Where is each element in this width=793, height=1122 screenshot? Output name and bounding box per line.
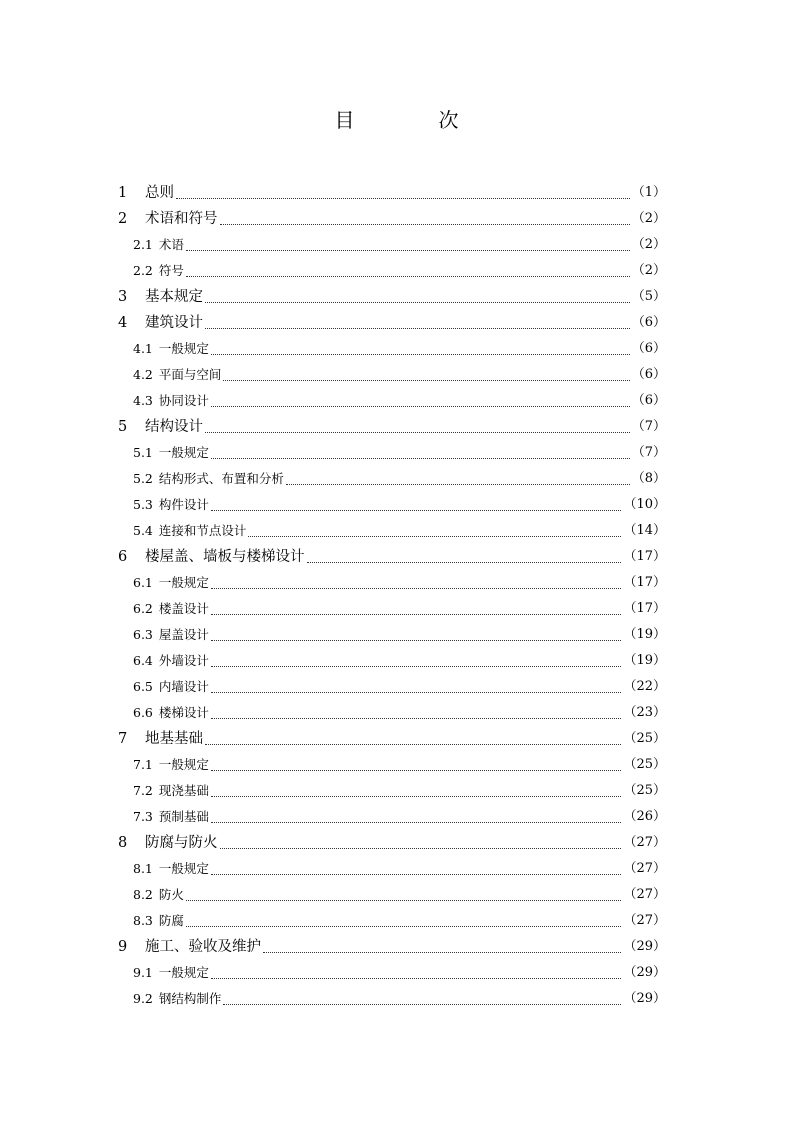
toc-section-entry[interactable] <box>118 440 666 466</box>
toc-entry-number: 8.1 <box>133 861 153 876</box>
toc-entry-title: 楼盖设计 <box>158 601 209 616</box>
toc-entry-number: 2.2 <box>133 263 153 278</box>
toc-dot-leader <box>248 535 621 537</box>
toc-chapter-entry[interactable] <box>118 310 666 336</box>
toc-entry-number: 1 <box>118 185 128 201</box>
toc-section-entry[interactable] <box>118 362 666 388</box>
toc-entry-title: 地基基础 <box>145 731 203 747</box>
toc-dot-leader <box>205 301 630 303</box>
toc-section-entry[interactable] <box>118 986 666 1012</box>
toc-entry-number: 4.1 <box>133 341 153 356</box>
toc-entry-title: 结构形式、布置和分析 <box>158 471 284 486</box>
toc-section-entry[interactable] <box>118 518 666 544</box>
toc-entry-title: 符号 <box>158 263 184 278</box>
toc-entry-number: 7.3 <box>133 809 153 824</box>
toc-entry-title: 楼梯设计 <box>158 705 209 720</box>
toc-entry-title: 外墙设计 <box>158 653 209 668</box>
toc-dot-leader <box>211 509 622 511</box>
toc-page-number: （19） <box>623 653 666 668</box>
toc-dot-leader <box>211 873 622 875</box>
toc-section-entry[interactable] <box>118 752 666 778</box>
toc-page-number: （5） <box>631 289 666 304</box>
toc-section-entry[interactable] <box>118 778 666 804</box>
toc-dot-leader <box>211 353 630 355</box>
toc-page-number: （29） <box>623 939 666 954</box>
toc-entry-number: 5.1 <box>133 445 153 460</box>
toc-entry-number: 2 <box>118 211 128 227</box>
toc-page-number: （27） <box>623 887 666 902</box>
page-title: 目 次 <box>334 108 491 132</box>
toc-entry-title: 协同设计 <box>158 393 209 408</box>
toc-page-number: （10） <box>623 497 666 512</box>
toc-entry-title: 屋盖设计 <box>158 627 209 642</box>
toc-entry-number: 6 <box>118 549 128 565</box>
toc-page-number: （6） <box>631 315 666 330</box>
toc-entry-number: 7 <box>118 731 128 747</box>
toc-entry-number: 6.3 <box>133 627 153 642</box>
toc-entry-title: 一般规定 <box>158 341 209 356</box>
toc-entry-number: 9 <box>118 939 128 955</box>
toc-page-number: （6） <box>631 367 666 382</box>
toc-page-number: （2） <box>631 263 666 278</box>
toc-dot-leader <box>186 925 622 927</box>
toc-page-number: （26） <box>623 809 666 824</box>
toc-entry-number: 5.2 <box>133 471 153 486</box>
toc-page-number: （17） <box>623 575 666 590</box>
toc-page-number: （22） <box>623 679 666 694</box>
toc-section-entry[interactable] <box>118 570 666 596</box>
toc-dot-leader <box>186 249 630 251</box>
toc-chapter-entry[interactable] <box>118 934 666 960</box>
toc-entry-title: 楼屋盖、墙板与楼梯设计 <box>145 549 305 565</box>
toc-entry-title: 防腐 <box>158 913 184 928</box>
toc-section-entry[interactable] <box>118 492 666 518</box>
toc-page-number: （8） <box>631 471 666 486</box>
toc-dot-leader <box>211 795 622 797</box>
toc-page-number: （23） <box>623 705 666 720</box>
toc-page-number: （29） <box>623 965 666 980</box>
toc-section-entry[interactable] <box>118 622 666 648</box>
toc-dot-leader <box>176 197 630 199</box>
toc-entry-title: 防火 <box>158 887 184 902</box>
toc-entry-number: 5 <box>118 419 128 435</box>
toc-entry-title: 结构设计 <box>145 419 203 435</box>
toc-page-number: （17） <box>623 549 666 564</box>
toc-dot-leader <box>220 223 630 225</box>
toc-chapter-entry[interactable] <box>118 830 666 856</box>
toc-section-entry[interactable] <box>118 388 666 414</box>
toc-entry-number: 5.3 <box>133 497 153 512</box>
toc-page-number: （29） <box>623 991 666 1006</box>
toc-page-number: （27） <box>623 913 666 928</box>
toc-dot-leader <box>286 483 630 485</box>
toc-entry-number: 6.4 <box>133 653 153 668</box>
toc-section-entry[interactable] <box>118 466 666 492</box>
toc-chapter-entry[interactable] <box>118 544 666 570</box>
toc-dot-leader <box>223 1003 621 1005</box>
toc-entry-title: 术语和符号 <box>145 211 218 227</box>
toc-page-number: （25） <box>623 731 666 746</box>
toc-entry-number: 6.2 <box>133 601 153 616</box>
toc-section-entry[interactable] <box>118 700 666 726</box>
toc-page-number: （27） <box>623 861 666 876</box>
toc-entry-number: 6.1 <box>133 575 153 590</box>
toc-entry-title: 基本规定 <box>145 289 203 305</box>
toc-section-entry[interactable] <box>118 804 666 830</box>
toc-dot-leader <box>211 639 622 641</box>
toc-chapter-entry[interactable] <box>118 284 666 310</box>
toc-page-number: （6） <box>631 393 666 408</box>
toc-section-entry[interactable] <box>118 908 666 934</box>
toc-dot-leader <box>211 613 622 615</box>
toc-dot-leader <box>211 691 622 693</box>
toc-section-entry[interactable] <box>118 258 666 284</box>
toc-page-number: （25） <box>623 757 666 772</box>
toc-dot-leader <box>220 847 622 849</box>
toc-entry-title: 内墙设计 <box>158 679 209 694</box>
toc-entry-title: 防腐与防火 <box>145 835 218 851</box>
toc-dot-leader <box>211 717 622 719</box>
toc-dot-leader <box>205 327 630 329</box>
toc-page-number: （19） <box>623 627 666 642</box>
toc-page-number: （6） <box>631 341 666 356</box>
toc-dot-leader <box>307 561 622 563</box>
toc-dot-leader <box>211 405 630 407</box>
toc-dot-leader <box>205 431 630 433</box>
toc-entry-title: 构件设计 <box>158 497 209 512</box>
toc-entry-number: 6.6 <box>133 705 153 720</box>
toc-section-entry[interactable] <box>118 674 666 700</box>
toc-dot-leader <box>211 665 622 667</box>
toc-dot-leader <box>205 743 621 745</box>
toc-entry-number: 4.3 <box>133 393 153 408</box>
toc-entry-number: 4 <box>118 315 128 331</box>
toc-entry-number: 6.5 <box>133 679 153 694</box>
toc-entry-number: 8.3 <box>133 913 153 928</box>
toc-entry-title: 连接和节点设计 <box>158 523 247 538</box>
toc-dot-leader <box>211 769 622 771</box>
toc-chapter-entry[interactable] <box>118 726 666 752</box>
toc-entry-number: 3 <box>118 289 128 305</box>
toc-page-number: （7） <box>631 445 666 460</box>
toc-dot-leader <box>263 951 621 953</box>
toc-chapter-entry[interactable] <box>118 414 666 440</box>
table-of-contents <box>118 180 666 1012</box>
toc-section-entry[interactable] <box>118 648 666 674</box>
toc-entry-number: 9.2 <box>133 991 153 1006</box>
toc-dot-leader <box>211 977 622 979</box>
toc-chapter-entry[interactable] <box>118 206 666 232</box>
toc-entry-title: 一般规定 <box>158 965 209 980</box>
toc-entry-number: 2.1 <box>133 237 153 252</box>
toc-chapter-entry[interactable] <box>118 180 666 206</box>
toc-entry-title: 建筑设计 <box>145 315 203 331</box>
toc-entry-number: 9.1 <box>133 965 153 980</box>
toc-page-number: （27） <box>623 835 666 850</box>
toc-entry-title: 一般规定 <box>158 445 209 460</box>
toc-page-number: （17） <box>623 601 666 616</box>
toc-entry-title: 钢结构制作 <box>158 991 222 1006</box>
toc-entry-title: 现浇基础 <box>158 783 209 798</box>
toc-entry-title: 一般规定 <box>158 575 209 590</box>
toc-section-entry[interactable] <box>118 856 666 882</box>
toc-section-entry[interactable] <box>118 336 666 362</box>
toc-dot-leader <box>223 379 629 381</box>
toc-section-entry[interactable] <box>118 596 666 622</box>
toc-entry-title: 术语 <box>158 237 184 252</box>
toc-dot-leader <box>211 821 622 823</box>
toc-entry-title: 一般规定 <box>158 757 209 772</box>
toc-entry-title: 一般规定 <box>158 861 209 876</box>
toc-section-entry[interactable] <box>118 882 666 908</box>
toc-entry-title: 施工、验收及维护 <box>145 939 261 955</box>
toc-entry-number: 5.4 <box>133 523 153 538</box>
toc-entry-number: 8.2 <box>133 887 153 902</box>
toc-dot-leader <box>186 275 630 277</box>
toc-dot-leader <box>186 899 622 901</box>
toc-entry-number: 7.2 <box>133 783 153 798</box>
toc-dot-leader <box>211 457 630 459</box>
toc-page-number: （7） <box>631 419 666 434</box>
toc-page-number: （14） <box>623 523 666 538</box>
toc-entry-number: 7.1 <box>133 757 153 772</box>
toc-dot-leader <box>211 587 622 589</box>
toc-entry-title: 总则 <box>145 185 174 201</box>
toc-entry-title: 预制基础 <box>158 809 209 824</box>
toc-entry-number: 8 <box>118 835 128 851</box>
toc-page-number: （2） <box>631 211 666 226</box>
toc-entry-title: 平面与空间 <box>158 367 222 382</box>
toc-section-entry[interactable] <box>118 232 666 258</box>
toc-page-number: （25） <box>623 783 666 798</box>
toc-page-number: （1） <box>631 185 666 200</box>
toc-page-number: （2） <box>631 237 666 252</box>
toc-entry-number: 4.2 <box>133 367 153 382</box>
toc-section-entry[interactable] <box>118 960 666 986</box>
